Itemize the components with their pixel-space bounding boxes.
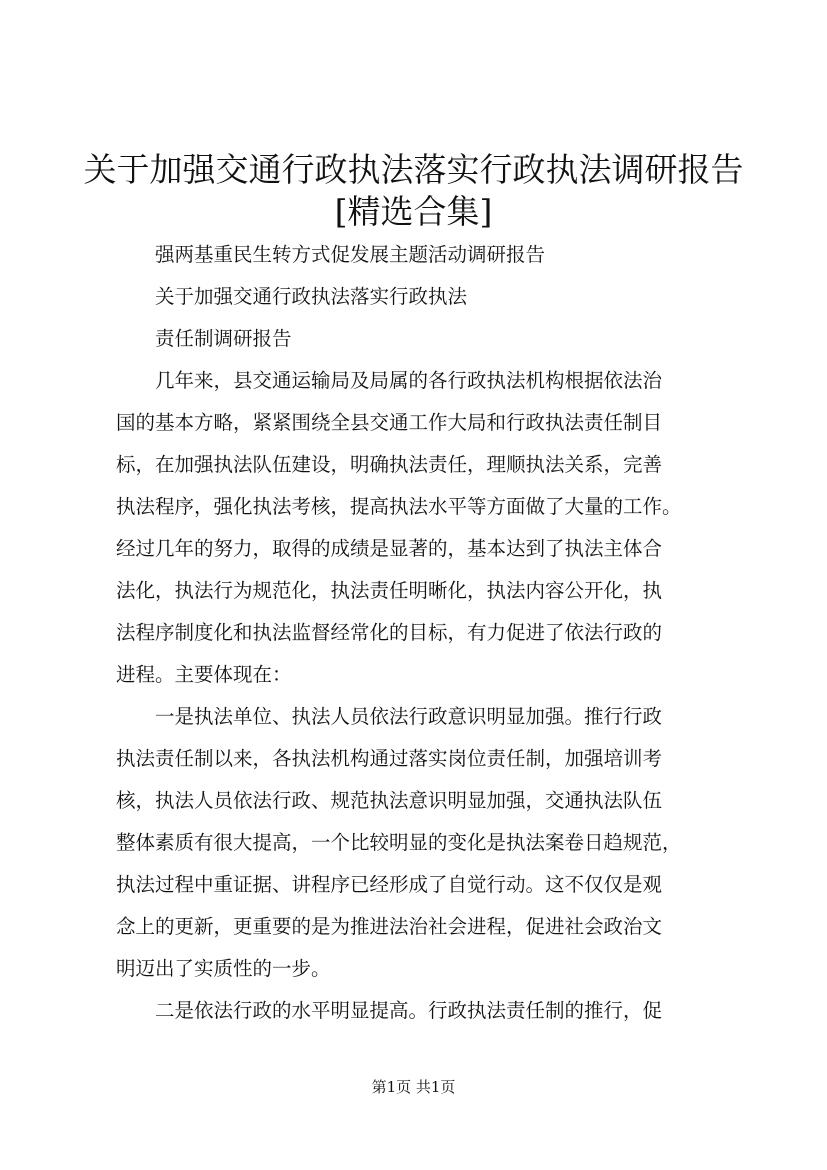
subtitle-line: 关于加强交通行政执法落实行政执法 [155,285,468,308]
document-title-line-2: [精选合集] [334,192,493,231]
document-title-line-1: 关于加强交通行政执法落实行政执法调研报告 [83,150,744,189]
paragraph-line: 标，在加强执法队伍建设，明确执法责任，理顺执法关系，完善 [116,453,663,476]
paragraph-line: 一是执法单位、执法人员依法行政意识明显加强。推行行政 [155,705,663,728]
paragraph-line: 明迈出了实质性的一步。 [116,957,331,980]
paragraph-line: 念上的更新，更重要的是为推进法治社会进程，促进社会政治文 [116,915,663,938]
paragraph-line: 国的基本方略，紧紧围绕全县交通工作大局和行政执法责任制目 [116,411,663,434]
paragraph-line: 执法责任制以来，各执法机构通过落实岗位责任制，加强培训考 [116,747,663,770]
paragraph-line: 执法程序，强化执法考核，提高执法水平等方面做了大量的工作。 [116,495,682,518]
paragraph-line: 执法过程中重证据、讲程序已经形成了自觉行动。这不仅仅是观 [116,873,663,896]
page-number-footer: 第1页 共1页 [371,1078,456,1096]
subtitle-line: 责任制调研报告 [155,327,292,350]
paragraph-line: 整体素质有很大提高，一个比较明显的变化是执法案卷日趋规范， [116,831,682,854]
paragraph-line: 几年来，县交通运输局及局属的各行政执法机构根据依法治 [155,369,663,392]
paragraph-line: 二是依法行政的水平明显提高。行政执法责任制的推行，促 [155,999,663,1022]
paragraph-line: 法程序制度化和执法监督经常化的目标，有力促进了依法行政的 [116,621,663,644]
paragraph-line: 法化，执法行为规范化，执法责任明晰化，执法内容公开化，执 [116,579,663,602]
paragraph-line: 核，执法人员依法行政、规范执法意识明显加强，交通执法队伍 [116,789,663,812]
paragraph-line: 进程。主要体现在： [116,663,292,686]
paragraph-line: 经过几年的努力，取得的成绩是显著的，基本达到了执法主体合 [116,537,663,560]
subtitle-line: 强两基重民生转方式促发展主题活动调研报告 [155,243,546,266]
